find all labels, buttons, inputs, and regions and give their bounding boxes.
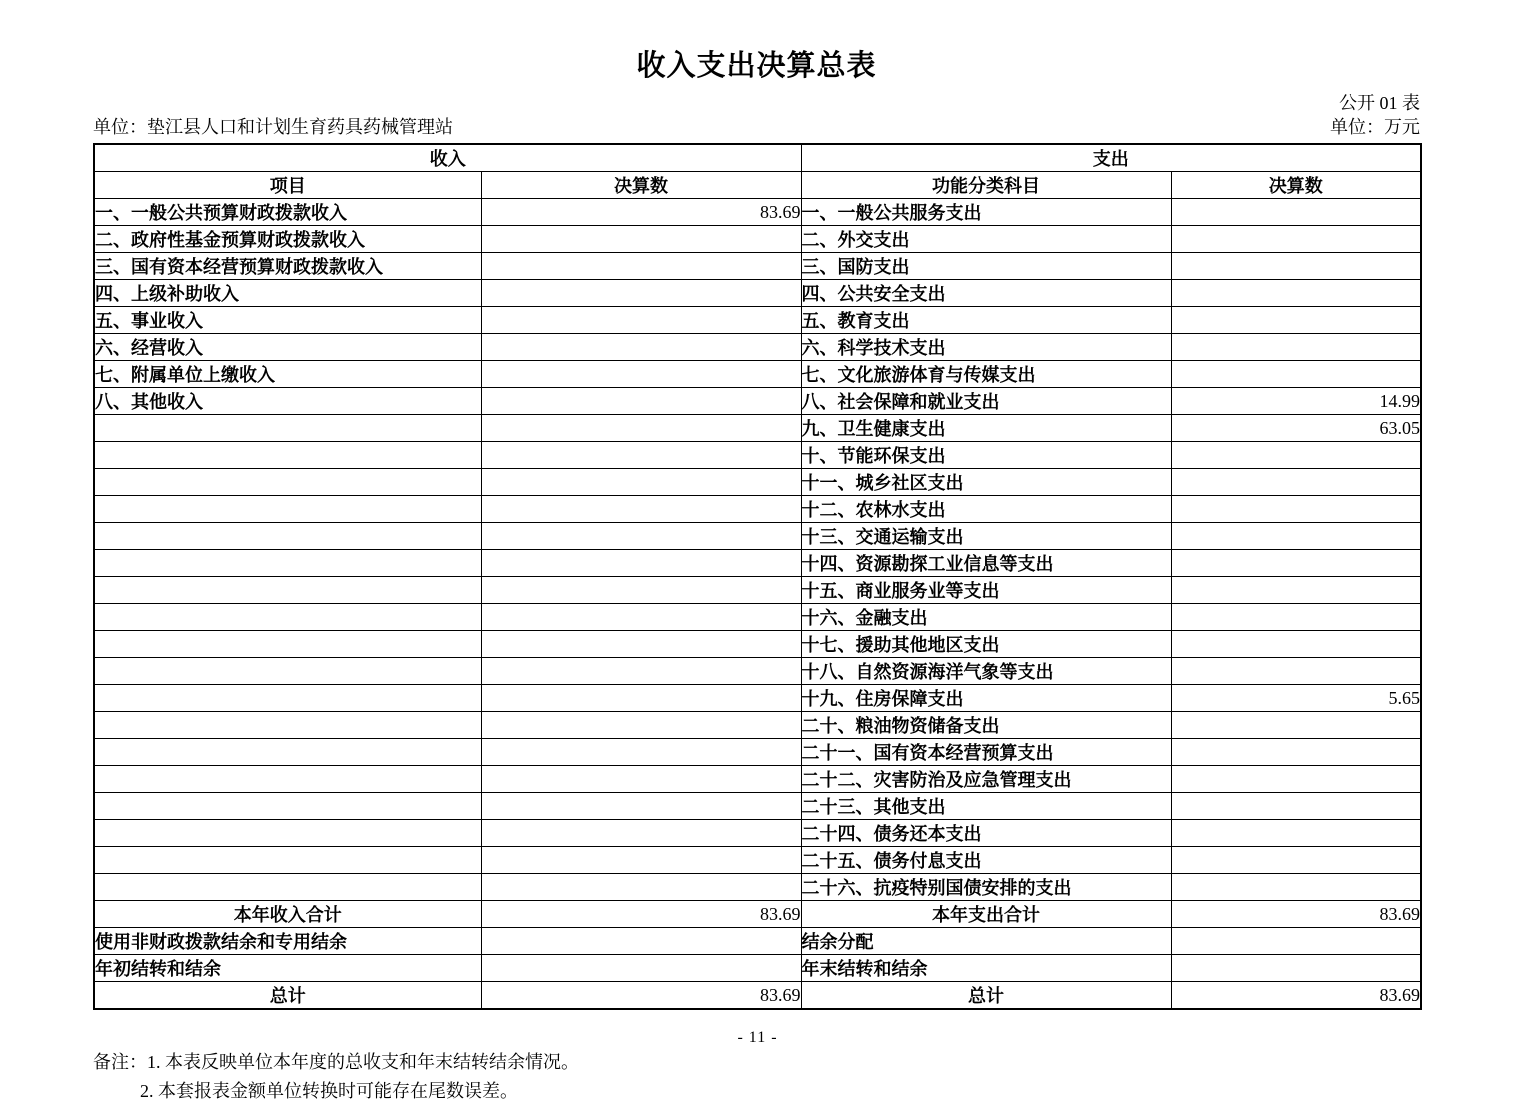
- section-header-row: [94, 144, 1421, 172]
- income-item-label: [94, 577, 481, 604]
- expense-item-label: 二十四、债务还本支出: [801, 820, 1171, 847]
- expense-item-value: [1171, 226, 1421, 253]
- income-item-value: [481, 658, 801, 685]
- expense-item-value: [1171, 658, 1421, 685]
- income-item-value: [481, 793, 801, 820]
- expense-item-label: 二十二、灾害防治及应急管理支出: [801, 766, 1171, 793]
- income-item-value: [481, 226, 801, 253]
- table-row: [94, 469, 1421, 496]
- expense-item-value: 5.65: [1171, 685, 1421, 712]
- expense-item-value: [1171, 469, 1421, 496]
- income-item-value: [481, 820, 801, 847]
- income-item-label: [94, 631, 481, 658]
- org-unit-label: 单位：垫江县人口和计划生育药具药械管理站: [93, 116, 453, 137]
- summary-right-label: 本年支出合计: [801, 901, 1171, 928]
- income-item-label: 八、其他收入: [94, 388, 481, 415]
- income-item-value: [481, 766, 801, 793]
- table-row: [94, 415, 1421, 442]
- expense-item-value: [1171, 712, 1421, 739]
- summary-right-value: [1171, 955, 1421, 982]
- expense-item-value: 63.05: [1171, 415, 1421, 442]
- table-row: [94, 523, 1421, 550]
- table-row: [94, 820, 1421, 847]
- expense-item-value: [1171, 631, 1421, 658]
- income-item-value: [481, 496, 801, 523]
- expense-item-value: [1171, 361, 1421, 388]
- table-row: [94, 334, 1421, 361]
- income-item-value: [481, 739, 801, 766]
- income-item-label: [94, 820, 481, 847]
- expense-item-value: [1171, 766, 1421, 793]
- income-item-value: [481, 415, 801, 442]
- table-row: [94, 874, 1421, 901]
- income-item-value: [481, 523, 801, 550]
- summary-left-label: 本年收入合计: [94, 901, 481, 928]
- income-item-value: [481, 874, 801, 901]
- expense-item-label: 二十一、国有资本经营预算支出: [801, 739, 1171, 766]
- income-item-value: [481, 550, 801, 577]
- income-item-value: [481, 388, 801, 415]
- expense-item-value: 14.99: [1171, 388, 1421, 415]
- income-item-label: [94, 766, 481, 793]
- expense-item-label: 二十六、抗疫特别国债安排的支出: [801, 874, 1171, 901]
- table-row: [94, 496, 1421, 523]
- income-item-label: [94, 550, 481, 577]
- income-item-label: [94, 442, 481, 469]
- notes-block: [93, 1048, 1420, 1106]
- expense-item-value: [1171, 604, 1421, 631]
- income-item-label: [94, 415, 481, 442]
- summary-right-value: 83.69: [1171, 901, 1421, 928]
- expense-item-label: 十四、资源勘探工业信息等支出: [801, 550, 1171, 577]
- income-item-label: [94, 523, 481, 550]
- table-row: [94, 793, 1421, 820]
- expense-item-label: 十八、自然资源海洋气象等支出: [801, 658, 1171, 685]
- expense-section-header: 支出: [801, 144, 1421, 172]
- col-header-amount-income: 决算数: [481, 172, 801, 199]
- expense-item-label: 十五、商业服务业等支出: [801, 577, 1171, 604]
- income-item-label: 六、经营收入: [94, 334, 481, 361]
- income-item-value: [481, 685, 801, 712]
- income-item-value: [481, 712, 801, 739]
- table-row: [94, 253, 1421, 280]
- income-item-label: 四、上级补助收入: [94, 280, 481, 307]
- table-row: [94, 280, 1421, 307]
- income-item-label: [94, 496, 481, 523]
- col-header-functional-subject: 功能分类科目: [801, 172, 1171, 199]
- page-number: - 11 -: [737, 1029, 778, 1046]
- note-line-1: 备注：1. 本表反映单位本年度的总收支和年末结转结余情况。: [93, 1052, 579, 1073]
- table-row: [94, 199, 1421, 226]
- income-item-value: [481, 334, 801, 361]
- expense-item-label: 十六、金融支出: [801, 604, 1171, 631]
- income-item-label: 二、政府性基金预算财政拨款收入: [94, 226, 481, 253]
- expense-item-label: 二、外交支出: [801, 226, 1171, 253]
- income-item-label: 三、国有资本经营预算财政拨款收入: [94, 253, 481, 280]
- expense-item-value: [1171, 199, 1421, 226]
- table-row: [94, 361, 1421, 388]
- expense-item-label: 十一、城乡社区支出: [801, 469, 1171, 496]
- income-item-value: [481, 604, 801, 631]
- expense-item-value: [1171, 334, 1421, 361]
- summary-left-label: 年初结转和结余: [94, 955, 481, 982]
- income-item-label: 五、事业收入: [94, 307, 481, 334]
- expense-item-value: [1171, 847, 1421, 874]
- income-item-label: 一、一般公共预算财政拨款收入: [94, 199, 481, 226]
- income-item-value: [481, 442, 801, 469]
- accounts-table: [93, 143, 1422, 1010]
- income-item-label: [94, 685, 481, 712]
- income-item-label: [94, 739, 481, 766]
- table-row: [94, 766, 1421, 793]
- document-content: [93, 50, 1420, 1106]
- col-header-amount-expense: 决算数: [1171, 172, 1421, 199]
- summary-row: [94, 928, 1421, 955]
- expense-item-label: 四、公共安全支出: [801, 280, 1171, 307]
- income-item-label: [94, 712, 481, 739]
- income-item-label: [94, 604, 481, 631]
- expense-item-label: 十三、交通运输支出: [801, 523, 1171, 550]
- table-row: [94, 847, 1421, 874]
- summary-left-value: 83.69: [481, 982, 801, 1010]
- expense-item-label: 八、社会保障和就业支出: [801, 388, 1171, 415]
- expense-item-value: [1171, 550, 1421, 577]
- income-item-value: [481, 847, 801, 874]
- expense-item-value: [1171, 253, 1421, 280]
- income-item-label: [94, 874, 481, 901]
- expense-item-value: [1171, 442, 1421, 469]
- income-item-label: [94, 658, 481, 685]
- income-item-label: [94, 793, 481, 820]
- table-row: [94, 550, 1421, 577]
- income-item-label: [94, 469, 481, 496]
- income-item-value: [481, 253, 801, 280]
- expense-item-value: [1171, 874, 1421, 901]
- expense-item-label: 五、教育支出: [801, 307, 1171, 334]
- table-row: [94, 712, 1421, 739]
- expense-item-label: 十九、住房保障支出: [801, 685, 1171, 712]
- summary-left-value: 83.69: [481, 901, 801, 928]
- summary-right-value: [1171, 928, 1421, 955]
- summary-left-label: 使用非财政拨款结余和专用结余: [94, 928, 481, 955]
- table-row: [94, 685, 1421, 712]
- table-row: [94, 577, 1421, 604]
- income-item-value: [481, 469, 801, 496]
- expense-item-label: 三、国防支出: [801, 253, 1171, 280]
- summary-row: [94, 955, 1421, 982]
- expense-item-label: 二十、粮油物资储备支出: [801, 712, 1171, 739]
- income-section-header: 收入: [94, 144, 801, 172]
- income-item-value: [481, 631, 801, 658]
- table-row: [94, 739, 1421, 766]
- table-row: [94, 307, 1421, 334]
- expense-item-label: 二十三、其他支出: [801, 793, 1171, 820]
- table-code: 公开 01 表: [1339, 93, 1420, 114]
- expense-item-label: 一、一般公共服务支出: [801, 199, 1171, 226]
- summary-right-label: 总计: [801, 982, 1171, 1010]
- table-row: [94, 388, 1421, 415]
- income-item-label: 七、附属单位上缴收入: [94, 361, 481, 388]
- table-row: [94, 442, 1421, 469]
- expense-item-value: [1171, 523, 1421, 550]
- table-row: [94, 604, 1421, 631]
- income-item-value: [481, 280, 801, 307]
- summary-right-value: 83.69: [1171, 982, 1421, 1010]
- expense-item-label: 二十五、债务付息支出: [801, 847, 1171, 874]
- table-row: [94, 226, 1421, 253]
- income-item-label: [94, 847, 481, 874]
- table-row: [94, 658, 1421, 685]
- column-header-row: [94, 172, 1421, 199]
- expense-item-value: [1171, 739, 1421, 766]
- summary-right-label: 年末结转和结余: [801, 955, 1171, 982]
- summary-left-value: [481, 928, 801, 955]
- expense-item-value: [1171, 820, 1421, 847]
- income-item-value: [481, 307, 801, 334]
- note-line-2: 2. 本套报表金额单位转换时可能存在尾数误差。: [140, 1081, 518, 1102]
- page-title: 收入支出决算总表: [636, 50, 877, 82]
- expense-item-label: 七、文化旅游体育与传媒支出: [801, 361, 1171, 388]
- meta-line: [93, 116, 1420, 139]
- income-item-value: 83.69: [481, 199, 801, 226]
- summary-row: [94, 901, 1421, 928]
- table-row: [94, 631, 1421, 658]
- summary-right-label: 结余分配: [801, 928, 1171, 955]
- expense-item-value: [1171, 307, 1421, 334]
- expense-item-label: 十二、农林水支出: [801, 496, 1171, 523]
- expense-item-value: [1171, 793, 1421, 820]
- col-header-item: 项目: [94, 172, 481, 199]
- money-unit-label: 单位：万元: [1330, 116, 1420, 137]
- summary-row: [94, 982, 1421, 1010]
- expense-item-value: [1171, 280, 1421, 307]
- expense-item-label: 十、节能环保支出: [801, 442, 1171, 469]
- expense-item-label: 六、科学技术支出: [801, 334, 1171, 361]
- income-item-value: [481, 361, 801, 388]
- summary-left-label: 总计: [94, 982, 481, 1010]
- expense-item-label: 九、卫生健康支出: [801, 415, 1171, 442]
- income-item-value: [481, 577, 801, 604]
- expense-item-value: [1171, 577, 1421, 604]
- expense-item-label: 十七、援助其他地区支出: [801, 631, 1171, 658]
- summary-left-value: [481, 955, 801, 982]
- expense-item-value: [1171, 496, 1421, 523]
